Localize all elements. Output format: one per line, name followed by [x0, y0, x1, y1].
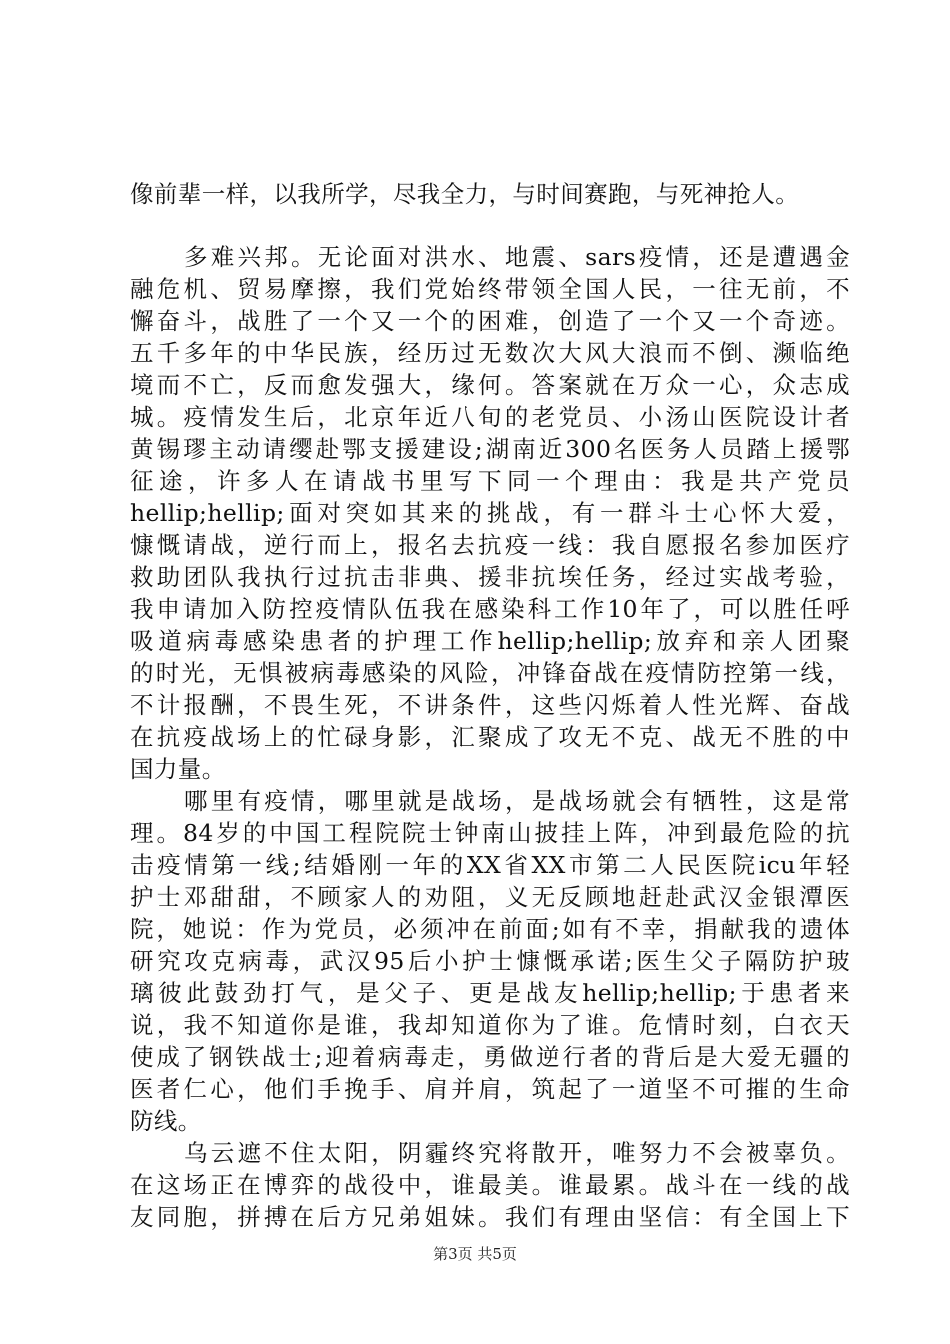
- text-line: 医者仁心，他们手挽手、肩并肩，筑起了一道坚不可摧的生命: [130, 1075, 850, 1103]
- text-line: 在抗疫战场上的忙碌身影，汇聚成了攻无不克、战无不胜的中: [130, 723, 850, 751]
- text-line: 吸道病毒感染患者的护理工作hellip;hellip;放弃和亲人团聚: [130, 627, 850, 655]
- text-line: 多难兴邦。无论面对洪水、地震、sars疫情，还是遭遇金: [184, 243, 850, 271]
- text-line: 理。84岁的中国工程院院士钟南山披挂上阵，冲到最危险的抗: [130, 819, 850, 847]
- text-line: 征途，许多人在请战书里写下同一个理由：我是共产党员: [130, 467, 850, 495]
- text-line: 在这场正在博弈的战役中，谁最美。谁最累。战斗在一线的战: [130, 1171, 850, 1199]
- text-line: 院，她说：作为党员，必须冲在前面;如有不幸，捐献我的遗体: [130, 915, 850, 943]
- text-line: 不计报酬，不畏生死，不讲条件，这些闪烁着人性光辉、奋战: [130, 691, 850, 719]
- text-line: 友同胞，拼搏在后方兄弟姐妹。我们有理由坚信：有全国上下: [130, 1203, 850, 1231]
- text-line: 击疫情第一线;结婚刚一年的XX省XX市第二人民医院icu年轻: [130, 851, 850, 879]
- text-line: 说，我不知道你是谁，我却知道你为了谁。危情时刻，白衣天: [130, 1011, 850, 1039]
- text-line: 黄锡璆主动请缨赴鄂支援建设;湖南近300名医务人员踏上援鄂: [130, 435, 850, 463]
- text-line: 使成了钢铁战士;迎着病毒走，勇做逆行者的背后是大爱无疆的: [130, 1043, 850, 1071]
- text-line: 融危机、贸易摩擦，我们党始终带领全国人民，一往无前，不: [130, 275, 850, 303]
- text-line: 研究攻克病毒，武汉95后小护士慷慨承诺;医生父子隔防护玻: [130, 947, 850, 975]
- text-line: hellip;hellip;面对突如其来的挑战，有一群斗士心怀大爱，: [130, 499, 850, 527]
- text-line: 防线。: [130, 1107, 202, 1135]
- text-line: 救助团队我执行过抗击非典、援非抗埃任务，经过实战考验，: [130, 563, 850, 591]
- text-line: 璃彼此鼓劲打气，是父子、更是战友hellip;hellip;于患者来: [130, 979, 850, 1007]
- text-line: 五千多年的中华民族，经历过无数次大风大浪而不倒、濒临绝: [130, 339, 850, 367]
- text-line: 哪里有疫情，哪里就是战场，是战场就会有牺牲，这是常: [184, 787, 850, 815]
- text-line: 我申请加入防控疫情队伍我在感染科工作10年了，可以胜任呼: [130, 595, 850, 623]
- text-line: 护士邓甜甜，不顾家人的劝阻，义无反顾地赶赴武汉金银潭医: [130, 883, 850, 911]
- text-line: 城。疫情发生后，北京年近八旬的老党员、小汤山医院设计者: [130, 403, 850, 431]
- page-number: 第3页 共5页: [433, 1245, 517, 1263]
- text-line: 像前辈一样，以我所学，尽我全力，与时间赛跑，与死神抢人。: [130, 180, 800, 208]
- text-line: 境而不亡，反而愈发强大，缘何。答案就在万众一心，众志成: [130, 371, 850, 399]
- text-line: 懈奋斗，战胜了一个又一个的困难，创造了一个又一个奇迹。: [130, 307, 850, 335]
- text-line: 慷慨请战，逆行而上，报名去抗疫一线：我自愿报名参加医疗: [130, 531, 850, 559]
- text-line: 国力量。: [130, 755, 226, 783]
- text-line: 乌云遮不住太阳，阴霾终究将散开，唯努力不会被辜负。: [184, 1139, 850, 1167]
- text-line: 的时光，无惧被病毒感染的风险，冲锋奋战在疫情防控第一线，: [130, 659, 850, 687]
